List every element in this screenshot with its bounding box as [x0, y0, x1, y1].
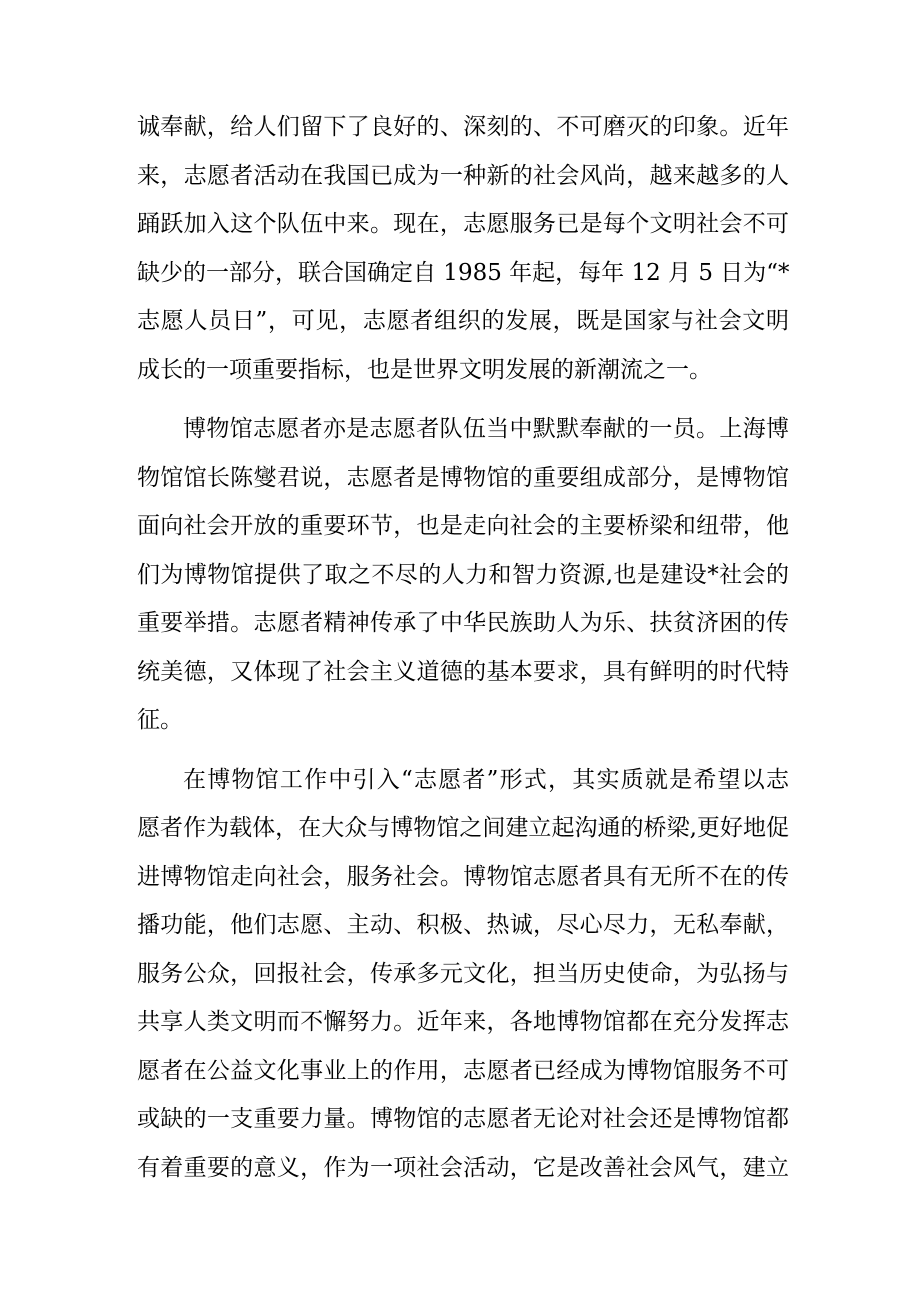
text-line: 诚奉献，给人们留下了良好的、深刻的、不可磨灭的印象。近年 — [137, 114, 789, 140]
text-line: 面向社会开放的重要环节，也是走向社会的主要桥梁和纽带，他 — [137, 513, 789, 539]
text-line: 进博物馆走向社会，服务社会。博物馆志愿者具有无所不在的传 — [137, 863, 789, 890]
text-line: 愿者作为载体，在大众与博物馆之间建立起沟通的桥梁,更好地促 — [137, 815, 789, 841]
text-line: 踊跃加入这个队伍中来。现在，志愿服务已是每个文明社会不可 — [137, 211, 789, 237]
text-line: 有着重要的意义，作为一项社会活动，它是改善社会风气，建立 — [137, 1154, 789, 1181]
text-line: 来，志愿者活动在我国已成为一种新的社会风尚，越来越多的人 — [137, 162, 789, 189]
text-line: 志愿人员日”，可见，志愿者组织的发展，既是国家与社会文明 — [137, 308, 789, 334]
text-line: 共享人类文明而不懈努力。近年来，各地博物馆都在充分发挥志 — [137, 1009, 789, 1035]
text-line: 统美德，又体现了社会主义道德的基本要求，具有鲜明的时代特 — [137, 658, 789, 685]
text-line: 重要举措。志愿者精神传承了中华民族助人为乐、扶贫济困的传 — [137, 610, 789, 636]
text-line: 播功能，他们志愿、主动、积极、热诚，尽心尽力，无私奉献， — [137, 912, 789, 938]
text-line: 博物馆志愿者亦是志愿者队伍当中默默奉献的一员。上海博 — [183, 416, 789, 442]
text-line: 成长的一项重要指标，也是世界文明发展的新潮流之一。 — [137, 356, 712, 383]
text-line: 服务公众，回报社会，传承多元文化，担当历史使命，为弘扬与 — [137, 960, 789, 987]
paragraph-spacer — [137, 745, 789, 756]
text-line: 物馆馆长陈燮君说，志愿者是博物馆的重要组成部分，是博物馆 — [137, 464, 789, 491]
text-line: 缺少的一部分，联合国确定自 1985 年起，每年 12 月 5 日为“* — [137, 259, 790, 286]
text-line: 或缺的一支重要力量。博物馆的志愿者无论对社会还是博物馆都 — [137, 1106, 789, 1132]
paragraph-2 — [137, 405, 789, 745]
text-line: 愿者在公益文化事业上的作用，志愿者已经成为博物馆服务不可 — [137, 1057, 789, 1084]
text-line: 在博物馆工作中引入“志愿者”形式，其实质就是希望以志 — [183, 766, 789, 793]
text-line: 们为博物馆提供了取之不尽的人力和智力资源,也是建设*社会的 — [137, 561, 789, 588]
paragraph-1 — [137, 103, 789, 394]
document-body — [137, 103, 789, 1192]
paragraph-3 — [137, 756, 789, 1193]
paragraph-spacer — [137, 394, 789, 405]
text-line: 征。 — [137, 707, 183, 733]
